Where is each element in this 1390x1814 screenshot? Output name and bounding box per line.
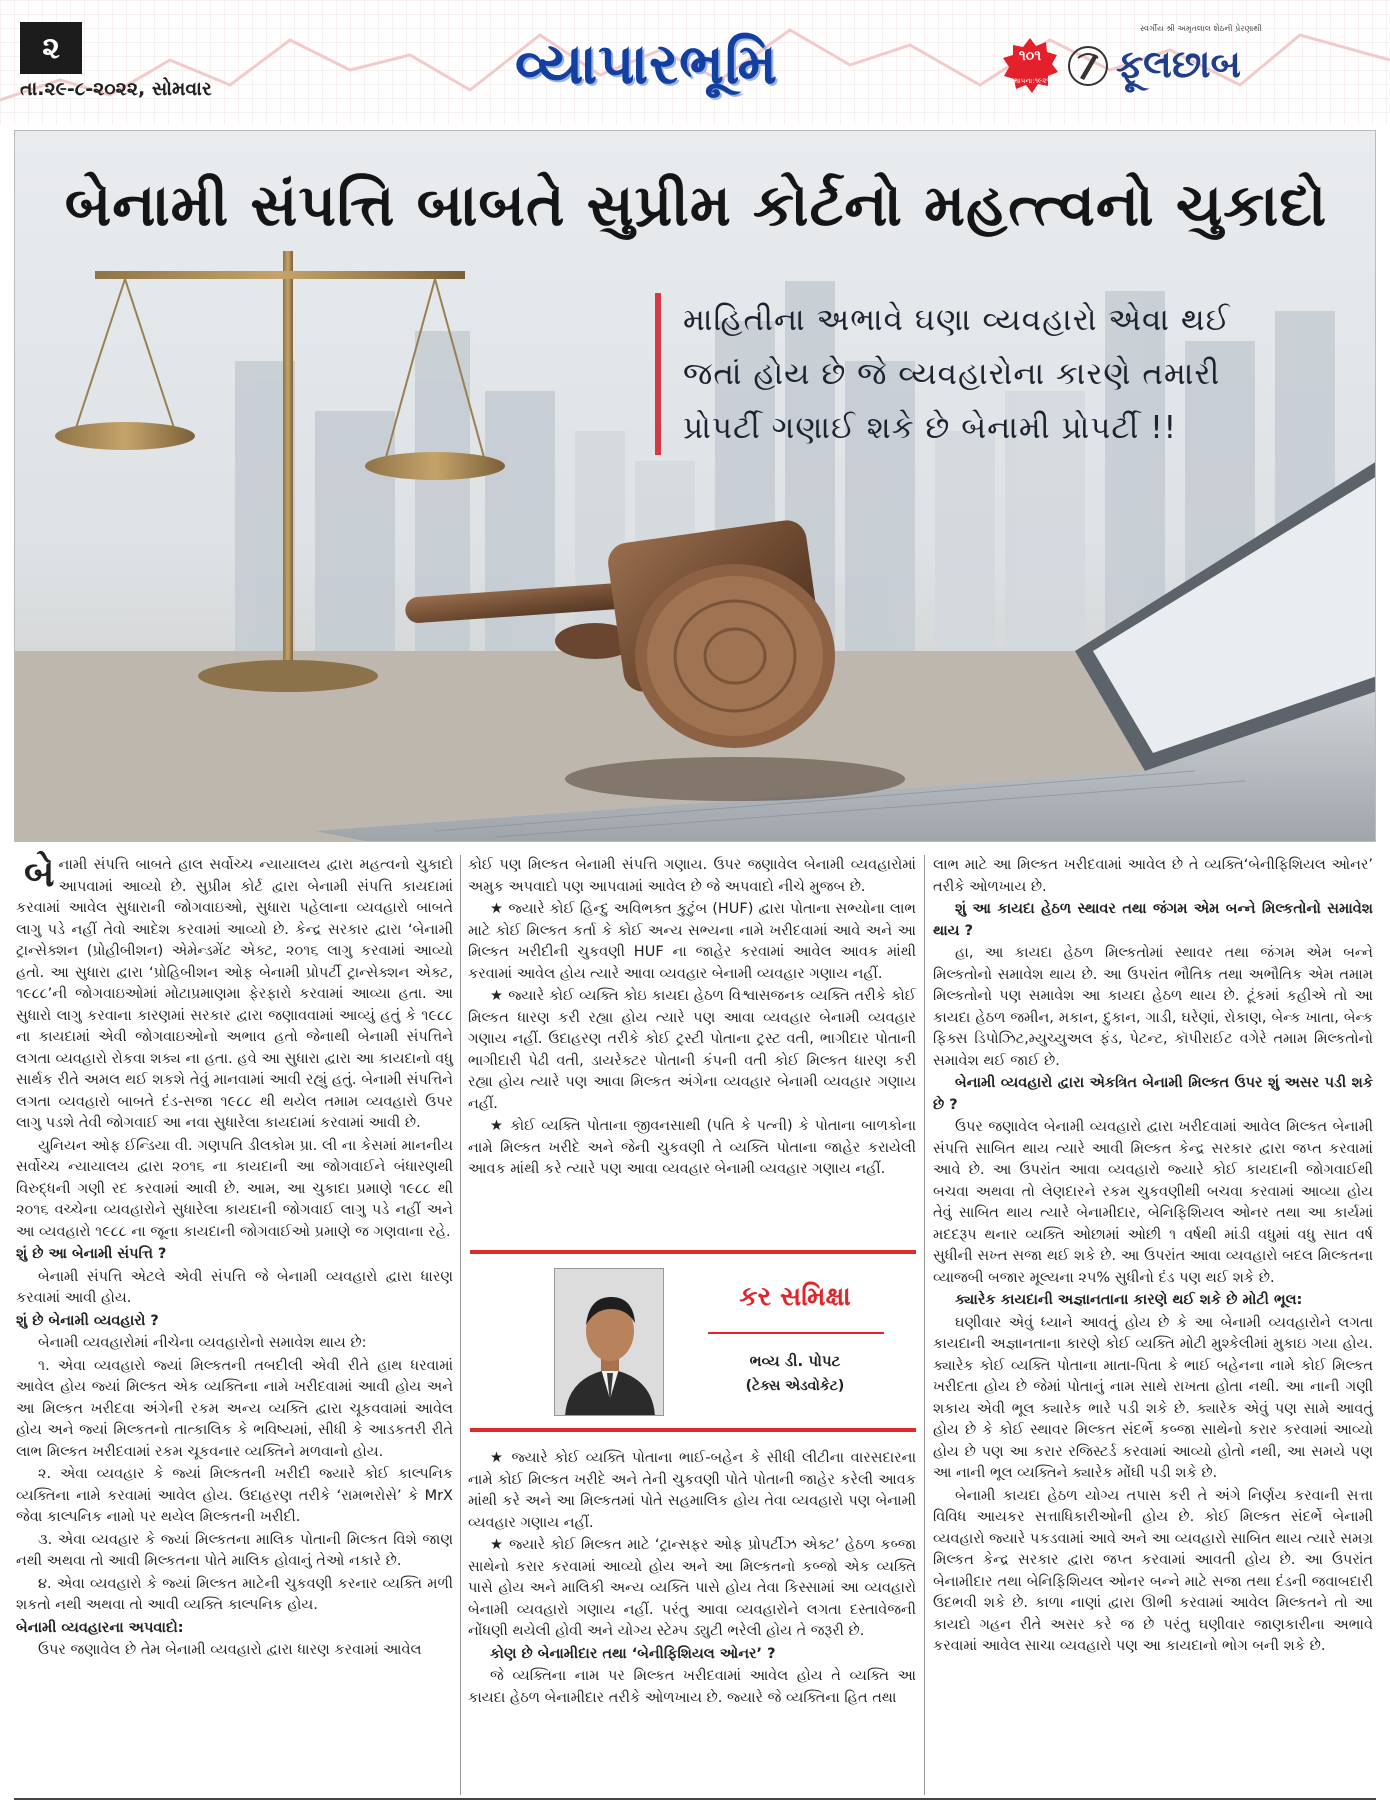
section-subheading: બેનામી વ્યવહારના અપવાદો: [16, 1619, 184, 1636]
section-logo: વ્યાપારભૂમિ [515, 32, 779, 97]
article-paragraph: ઉપર જણાવેલ બેનામી વ્યવહારો દ્વારા ખરીદવામાં આવેલ મિલ્કત બેનામી સંપત્તિ સાબિત થાય ત્યારે આવી મિલ્કત કેન્દ્ર સરકાર દ્વારા જપ્ત કરવામાં આવે છે. આ ઉપરાંત આવા વ્યવહારો જ્યારે કોઈ કાયદાની જોગવાઈથી બચવા અથવા તો લેણદારને રકમ ચુકવણીથી બચવા કરવામાં આવ્યા હોય તેવું સાબિત થાય ત્યારે બેનામીદાર, બેનિફિશિયલ ઓનર તથા આ કાર્યમાં મદદરૂપ થનાર વ્યક્તિ ઓછામાં ઓછી ૧ વર્ષથી માંડી વધુમાં વધુ સાત વર્ષ સુધીની સખ્ત સજા થઈ શકે છે. આ ઉપરાંત આવા વ્યવહારો બદલ મિલ્કતના વ્યાજબી બજાર મૂલ્યના ૨૫% સુધીનો દંડ પણ થઈ શકે છે. [933, 1119, 1373, 1286]
article-column-2-bottom [468, 1448, 916, 1710]
column-title: કર સમિક્ષા [739, 1282, 851, 1312]
section-subheading: કોણ છે બેનામીદાર તથા ‘બેનીફિશિયલ ઓનર’ ? [490, 1645, 776, 1662]
pull-quote-line: માહિતીના અભાવે ઘણા વ્યવહારો એવા થઈ [683, 302, 1231, 338]
publisher-tagline: સ્વર્ગીય શ્રી અમૃતલાલ શેઠની પ્રેરણાથી [1140, 24, 1262, 33]
article-paragraph: બેનામી સંપત્તિ એટલે એવી સંપત્તિ જે બેનામી વ્યવહારો દ્વારા ધારણ કરવામાં આવી હોય. [16, 1268, 453, 1306]
article-paragraph: ★ જ્યારે કોઈ વ્યક્તિ કોઇ કાયદા હેઠળ વિશ્વાસજનક વ્યક્તિ તરીકે કોઈ મિલ્કત ધારણ કરી રહ્યા હોય ત્યારે પણ આવા વ્યવહાર બેનામી વ્યવહાર ગણાય નહીં. ઉદાહરણ તરીકે કોઈ ટ્રસ્ટી પોતાના ટ્રસ્ટ વતી, ભાગીદાર પોતાની ભાગીદારી પેઢી વતી, ડાયરેક્ટર પોતાની કંપની વતી કોઈ મિલ્કત ધારણ કરી રહ્યા હોય ત્યારે પણ આવા મિલ્કત અંગેના વ્યવહાર બેનામી વ્યવહાર ગણાય નહીં. [468, 988, 916, 1112]
publisher-logo-group [1000, 24, 1340, 96]
page-number: ૨ [20, 22, 82, 74]
section-subheading: ક્યારેક કાયદાની અજ્ઞાનતાના કારણે થઈ શકે છે મોટી ભૂલ: [955, 1292, 1303, 1308]
article-paragraph: ★ કોઈ વ્યક્તિ પોતાના જીવનસાથી (પતિ કે પત્ની) કે પોતાના બાળકોના નામે મિલ્કત ખરીદે અને જેની ચુકવણી તે વ્યક્તિ પોતાના જાહેર કરાયેલી આવક માંથી કરે ત્યારે પણ આવા વ્યવહાર બેનામી વ્યવહાર ગણાય નહીં. [468, 1118, 916, 1177]
article-paragraph: લાભ માટે આ મિલ્કત ખરીદવામાં આવેલ છે તે વ્યક્તિ‘બેનીફિશિયલ ઓનર’ તરીકે ઓળખાય છે. [933, 857, 1373, 895]
column-divider [924, 855, 925, 1795]
article-paragraph: યુનિયન ઓફ ઈન્ડિયા વી. ગણપતિ ડીલકોમ પ્રા. લી ના કેસમાં માનનીય સર્વોચ્ચ ન્યાયાલય દ્વારા ૨૦૧૬ ના કાયદાની આ જોગવાઈને બંધારણથી વિરુદ્ધની ગણી રદ કરવામાં આવી છે. આમ, આ ચુકાદા પ્રમાણે ૧૯૮૮ થી ૨૦૧૬ વચ્ચેના વ્યવહારોને સુધારેલા કાયદાની જોગવાઈ લાગુ પડે નહીં અને આ વ્યવહારો ૧૯૮૮ ના જૂના કાયદાની જોગવાઈઓ પ્રમાણે જ ગણવાના રહે. [16, 1137, 453, 1240]
section-subheading: શું આ કાયદા હેઠળ સ્થાવર તથા જંગમ એમ બન્ને મિલ્કતોનો સમાવેશ થાય ? [933, 901, 1373, 939]
article-paragraph: બેનામી કાયદા હેઠળ યોગ્ય તપાસ કરી તે અંગે નિર્ણય કરવાની સત્તા વિવિધ આયકર સત્તાધિકારીઓની હોય છે. કોઈ મિલ્કત સંદર્ભે બેનામી વ્યવહારો જ્યારે પકડવામાં આવે અને આ વ્યવહારો સાબિત થાય ત્યારે સમગ્ર મિલ્કત કેન્દ્ર સરકાર દ્વારા જપ્ત કરવામાં આવતી હોય છે. આ ઉપરાંત બેનામીદાર તથા બેનિફિશિયલ ઓનર બન્ને માટે સજા તથા દંડની જવાબદારી ઉદભવી શકે છે. કાળા નાણાં દ્વારા ઊભી કરવામાં આવેલ મિલ્કતને તો આ કાયદો ગહન રીતે અસર કરે જ છે પરંતુ ઘણીવાર જાણકારીના અભાવે કરવામાં આવેલ સાચા વ્યવહારો પણ આ કાયદાનો ભોગ બની શકે છે. [933, 1487, 1373, 1654]
publisher-name: ફૂલછાબ [1116, 42, 1242, 86]
article-paragraph: જે વ્યક્તિના નામ પર મિલ્કત ખરીદવામાં આવેલ હોય તે વ્યક્તિ આ કાયદા હેઠળ બેનામીદાર તરીકે ઓળખાય છે. જ્યારે જે વ્યક્તિના હિત તથા [468, 1668, 916, 1706]
pull-quote-line: પ્રોપર્ટી ગણાઈ શકે છે બેનામી પ્રોપર્ટી !! [683, 410, 1178, 446]
author-portrait-image [555, 1269, 664, 1416]
article-paragraph: કોઈ પણ મિલ્કત બેનામી સંપત્તિ ગણાય. ઉપર જણાવેલ બેનામી વ્યવહારોમાં અમુક અપવાદો પણ આપવામાં આવેલ છે જે અપવાદો નીચે મુજબ છે. [468, 857, 916, 895]
list-item: ૧. એવા વ્યવહારો જ્યાં મિલ્કતની તબદીલી એવી રીતે હાથ ધરવામાં આવેલ હોય જ્યાં મિલ્કત એક વ્યક્તિના નામે ખરીદવામાં આવી હોય અને આ મિલ્કત ખરીદવા અંગેની રકમ અન્ય વ્યક્તિ દ્વારા ચૂકવવામાં આવેલ હોય અને જ્યાં મિલ્કતનો તાત્કાલિક કે ભવિષ્યમાં, સીધી કે આડકતરી રીતે લાભ મિલ્કત ખરીદવામાં રકમ ચૂકવનાર વ્યક્તિને મળવાનો હોય. [16, 1357, 453, 1460]
pen-nib-icon [1068, 44, 1108, 88]
columnist-box [470, 1250, 916, 1432]
article-paragraph: ★ જ્યારે કોઈ મિલ્કત માટે ‘ટ્રાન્સફર ઓફ પ્રોપર્ટીઝ એક્ટ’ હેઠળ કબ્જા સાથેનો કરાર કરવામાં આવ્યો હોય અને આ મિલ્કતનો કબ્જો એક વ્યક્તિ પાસે હોય અને માલિકી અન્ય વ્યક્તિ પાસે હોય તેવા કિસ્સામાં આ વ્યવહારો બેનામી વ્યવહારો ગણાય નહીં. પરંતુ આવા વ્યવહારોને લગતા દસ્તાવેજની નોંધણી થયેલી હોવી અને યોગ્ય સ્ટેમ્પ ડ્યુટી ભરેલી હોય તે જરૂરી છે. [468, 1537, 916, 1639]
author-name: ભવ્ય ડી. પોપટ [749, 1352, 841, 1370]
paragraph-text: નામી સંપત્તિ બાબતે હાલ સર્વોચ્ચ ન્યાયાલય દ્વારા મહત્વનો ચુકાદો આપવામાં આવ્યો છે. સુપ્રીમ કોર્ટ દ્વારા બેનામી સંપત્તિ કાયદામાં કરવામાં આવેલ સુધારાની જોગવાઇઓ, સુધારા પહેલાના વ્યવહારો બાબતે લાગુ પડે નહીં તેવો આદેશ કરવામાં આવ્યો છે. કેન્દ્ર સરકાર દ્વારા ‘બેનામી ટ્રાન્સેક્શન (પ્રોહીબીશન) એમેન્ડમેંટ એક્ટ, ૨૦૧૬ લાગુ કરવામાં આવ્યો હતો. આ સુધારા દ્વારા ‘પ્રોહિબીશન ઓફ બેનામી પ્રોપર્ટી ટ્રાન્સેક્શન એક્ટ, ૧૯૮૮’ની જોગવાઇઓમાં મોટાપ્રમાણમા ફેરફારો કરવામાં આવ્યા હતા. આ સુધારો લાગુ કરવાના કારણમાં સરકાર દ્વારા જણાવવામાં આવ્યું હતું કે ૧૯૮૮ ના કાયદામાં એવી જોગવાઇઓનો અભાવ હતો જેનાથી બેનામી સંપત્તિને લગતા વ્યવહારો રોકવા શક્ય ના હતા. હવે આ સુધારા દ્વારા આ કાયદાનો વધુ સાર્થક રીતે અમલ થઈ શકશે તેવું માનવામાં આવી રહ્યું હતું. બેનામી સંપત્તિને લગતા વ્યવહારો બાબતે દંડ-સજા ૧૯૮૮ થી થયેલ તમામ વ્યવહારો ઉપર લાગુ પડશે તેવી જોગવાઈ આ નવા સુધારેલા કાયદામાં કરવામાં આવી છે. [16, 857, 453, 1131]
masthead [0, 0, 1390, 125]
page-bottom-rule [14, 1798, 1376, 1800]
hero-banner [14, 130, 1376, 842]
pull-quote [655, 293, 1355, 455]
author-role: (ટેક્સ એડવોકેટ) [745, 1378, 845, 1394]
section-subheading: શું છે આ બેનામી સંપત્તિ ? [16, 1246, 167, 1262]
badge-caption: સ્થાપના:૧૯૨૧ [1010, 77, 1050, 85]
article-column-2-top [468, 855, 916, 1182]
section-subheading: શું છે બેનામી વ્યવહારો ? [16, 1312, 159, 1329]
drop-cap: બે [24, 851, 55, 895]
issue-date: તા.૨૯-૮-૨૦૨૨, સોમવાર [20, 78, 212, 100]
list-item: ૩. એવા વ્યવહાર કે જ્યાં મિલ્કતના માલિક પોતાની મિલ્કત વિશે જાણ નથી અથવા તો આવી મિલ્કતના પોતે માલિક હોવાનું તેઓ નકારે છે. [16, 1531, 453, 1569]
column-divider [460, 855, 461, 1795]
article-paragraph: હા, આ કાયદા હેઠળ મિલ્કતોમાં સ્થાવર તથા જંગમ એમ બન્ને મિલ્કતોનો સમાવેશ થાય છે. આ ઉપરાંત ભૌતિક તથા અભૌતિક એમ તમામ મિલ્કતોનો પણ સમાવેશ આ કાયદા હેઠળ થાય છે. ટૂંકમાં કહીએ તો આ કાયદા હેઠળ જમીન, મકાન, દુકાન, ગાડી, ઘરેણાં, રોકાણ, બેન્ક ખાતા, બેન્ક ફિક્સ ડિપોઝિટ,મ્યુચ્યુઅલ ફંડ, પેટન્ટ, કૉપીરાઈટ વગેરે તમામ મિલ્કતોનો સમાવેશ થઈ જાઈ છે. [933, 945, 1373, 1069]
badge-number: ૧૦૧ [1018, 48, 1042, 64]
article-paragraph: બેનામી વ્યવહારોમાં નીચેના વ્યવહારોનો સમાવેશ થાય છે: [38, 1335, 367, 1351]
anniversary-badge-icon [1000, 36, 1060, 96]
list-item: ૪. એવા વ્યવહારો કે જ્યાં મિલ્કત માટેની ચુકવણી કરનાર વ્યક્તિ મળી શકતો નથી અથવા તો આવી વ્યક્તિ કાલ્પનિક હોય. [16, 1575, 453, 1613]
section-subheading: બેનામી વ્યવહારો દ્વારા એકત્રિત બેનામી મિલ્કત ઉપર શું અસર પડી શકે છે ? [933, 1075, 1373, 1113]
article-paragraph: ★ જ્યારે કોઈ વ્યક્તિ પોતાના ભાઈ-બહેન કે સીધી લીટીના વારસદારના નામે કોઈ મિલ્કત ખરીદે અને તેની ચુકવણી પોતે પોતાની જાહેર કરેલી આવક માંથી કરે અને આ મિલ્કતમાં પોતે સહમાલિક હોય તેવા વ્યવહારો પણ બેનામી વ્યવહાર ગણાય નહીં. [468, 1450, 916, 1531]
author-photo [554, 1268, 664, 1416]
column-title-underline [708, 1332, 884, 1334]
article-column-3 [933, 855, 1373, 1659]
article-headline: બેનામી સંપત્તિ બાબતે સુપ્રીમ કોર્ટનો મહત્ત્વનો ચુકાદો [64, 171, 1328, 239]
article-paragraph: ઉપર જણાવેલ છે તેમ બેનામી વ્યવહારો દ્વારા ધારણ કરવામાં આવેલ [38, 1642, 422, 1658]
article-column-1 [16, 851, 453, 1663]
article-paragraph [16, 851, 453, 1135]
list-item: ૨. એવા વ્યવહાર કે જ્યાં મિલ્કતની ખરીદી જ્યારે કોઈ કાલ્પનિક વ્યક્તિના નામે કરવામાં આવેલ હોય. ઉદાહરણ તરીકે ‘રામભરોસે’ કે MrX જેવા કાલ્પનિક નામો પર થયેલ મિલ્કતની ખરીદી. [16, 1466, 453, 1525]
article-paragraph: ★ જ્યારે કોઈ હિન્દુ અવિભક્ત કુટુંબ (HUF) દ્વારા પોતાના સભ્યોના લાભ માટે કોઈ મિલ્કત કર્તા કે કોઈ અન્ય સભ્યના નામે ખરીદવામાં આવે અને આ મિલ્કત ખરીદીની ચુકવણી HUF ના જાહેર કરવામાં આવેલ આવક માંથી કરવામાં આવેલ હોય ત્યારે આવા વ્યવહાર બેનામી વ્યવહાર ગણાય નહીં. [468, 901, 916, 982]
article-paragraph: ઘણીવાર એવું ધ્યાને આવતું હોય છે કે આ બેનામી વ્યવહારોને લગતા કાયદાની અજ્ઞાનતાના કારણે કોઈ વ્યક્તિ મોટી મુશ્કેલીમાં મુકાઇ ગયા હોય. ક્યારેક કોઈ વ્યક્તિ પોતાના માતા-પિતા કે ભાઈ બહેનના નામે કોઈ મિલ્કત ખરીદતા હોય છે જેમાં પોતાનું નામ સાથે રાખતા હોતા નથી. આ નાની ગણી શકાય એવી ભૂલ ક્યારેક ભારે પડી શકે છે. ક્યારેક એવું પણ સામે આવતું હોય છે કે કોઈ સ્થાવર મિલ્કત સંદર્ભે કબ્જા સાથેનો કરાર કરવામાં આવ્યો હોય છે પણ આ કરાર રજિસ્ટર્ડ કરવામાં આવ્યો હોતો નથી, આ સમયે પણ આ નાની ભૂલ વ્યક્તિને ક્યારેક મોંઘી પડી શકે છે. [933, 1314, 1373, 1481]
pull-quote-line: જતાં હોય છે જે વ્યવહારોના કારણે તમારી [683, 356, 1221, 392]
